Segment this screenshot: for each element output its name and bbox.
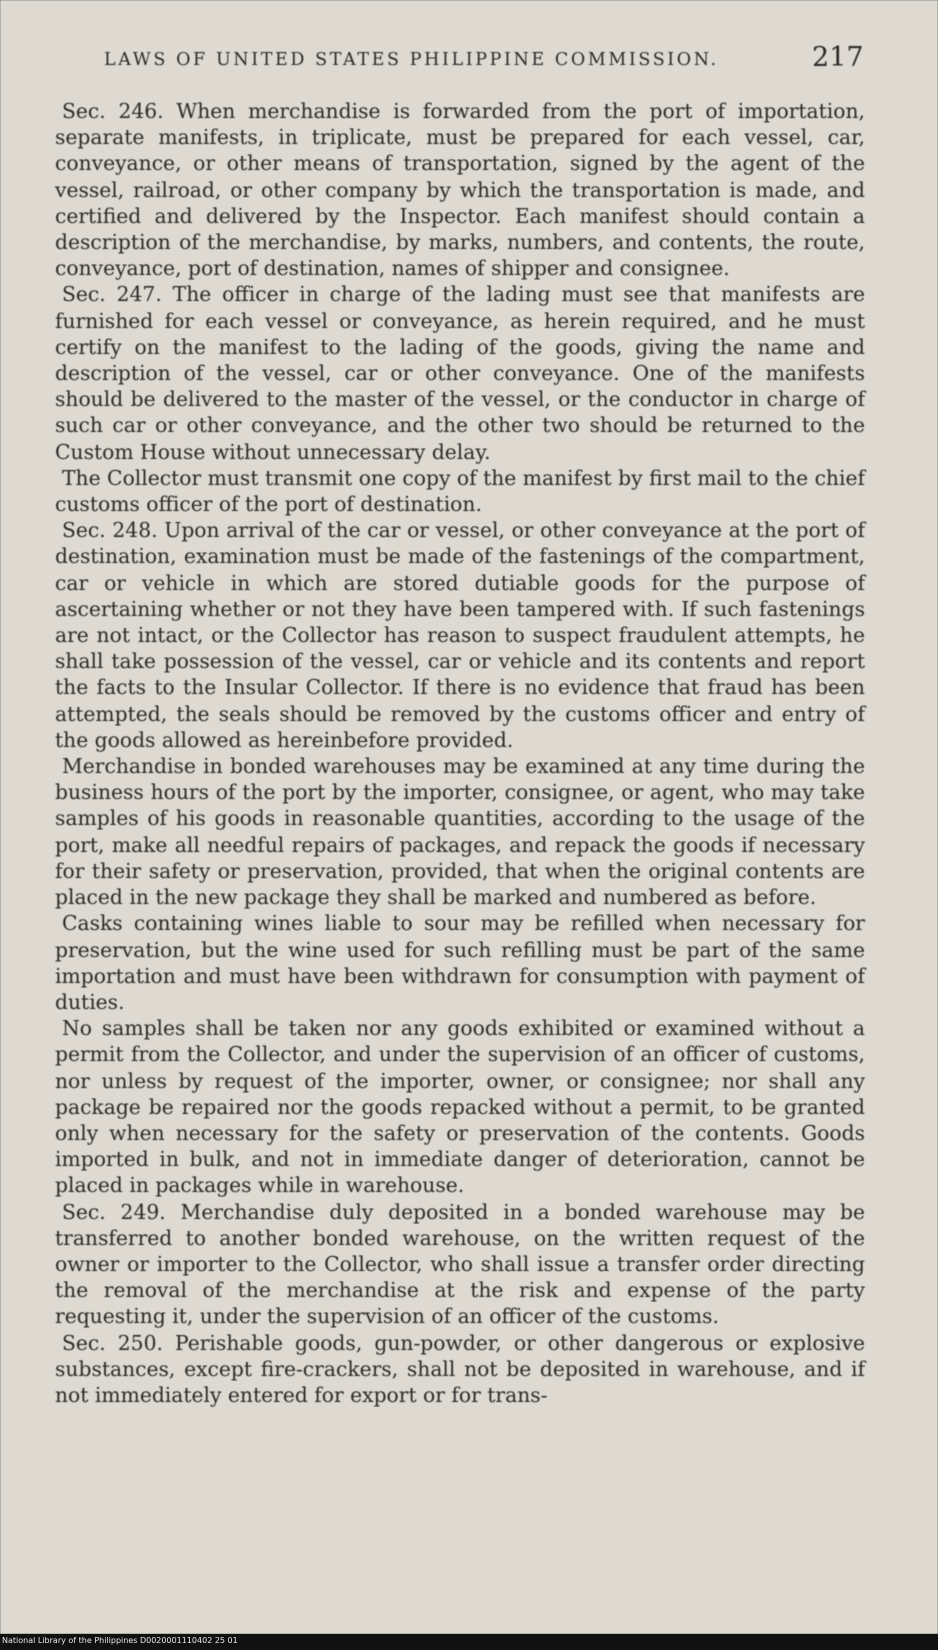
paragraph-collector-transmit: The Collector must transmit one copy of the manifest by first mail to the chief customs officer of the port of destination. <box>55 465 865 517</box>
paragraph-sec-246: Sec. 246. When merchandise is forwarded from the port of importation, separate manifests, in triplicate, must be prepared for each vessel, car, conveyance, or other means of transportation, signed by the agent of the vessel, railroad, or other company by which the transportation is made, and certified and delivered by the Inspector. Each manifest should contain a description of the merchandise, by marks, numbers, and contents, the route, conveyance, port of destination, names of shipper and consignee. <box>55 99 865 281</box>
paragraph-bonded-examination: Merchandise in bonded warehouses may be examined at any time during the business hours of the port by the importer, consignee, or agent, who may take samples of his goods in reasonable quantities, according to the usage of the port, make all needful repairs of packages, and repack the goods if necessary for their safety or preservation, provided, that when the original contents are placed in the new package they shall be marked and numbered as before. <box>55 754 865 910</box>
paragraph-sec-250: Sec. 250. Perishable goods, gun-powder, or other dangerous or explosive substances, except fire-crackers, shall not be deposited in warehouse, and if not immediately entered for export or for trans- <box>55 1330 865 1407</box>
running-header <box>0 42 938 82</box>
scan-footer <box>0 1634 938 1650</box>
scan-credit: National Library of the Philippines D0020001110402 25 01 <box>2 1636 238 1645</box>
paragraph-sec-249: Sec. 249. Merchandise duly deposited in a bonded warehouse may be transferred to another bonded warehouse, on the written request of the owner or importer to the Collector, who shall issue a transfer order directing the removal of the merchandise at the risk and expense of the party requesting it, under the supervision of an officer of the customs. <box>55 1199 865 1329</box>
paragraph-samples: No samples shall be taken nor any goods exhibited or examined without a permit from the Collector, and under the supervision of an officer of customs, nor unless by request of the importer, owner, or consignee; nor shall any package be repaired nor the goods repacked without a permit, to be granted only when necessary for the safety or preservation of the contents. Goods imported in bulk, and not in immediate danger of deterioration, cannot be placed in packages while in warehouse. <box>55 1016 865 1198</box>
paragraph-casks: Casks containing wines liable to sour may be refilled when necessary for preservation, but the wine used for such refilling must be part of the same importation and must have been withdrawn for consumption with payment of duties. <box>55 911 865 1014</box>
running-title: LAWS OF UNITED STATES PHILIPPINE COMMISSION. <box>104 50 719 70</box>
page-number: 217 <box>812 42 864 73</box>
paragraph-sec-247: Sec. 247. The officer in charge of the lading must see that manifests are furnished for each vessel or conveyance, as herein required, and he must certify on the manifest to the lading of the goods, giving the name and description of the vessel, car or other conveyance. One of the manifests should be delivered to the master of the vessel, or the conductor in charge of such car or other conveyance, and the other two should be returned to the Custom House without unnecessary delay. <box>55 282 865 464</box>
body-text <box>55 98 865 1408</box>
paragraph-sec-248: Sec. 248. Upon arrival of the car or vessel, or other conveyance at the port of destination, examination must be made of the fastenings of the compartment, car or vehicle in which are stored dutiable goods for the purpose of ascertaining whether or not they have been tampered with. If such fastenings are not intact, or the Collector has reason to suspect fraudulent attempts, he shall take possession of the vessel, car or vehicle and its contents and report the facts to the Insular Collector. If there is no evidence that fraud has been attempted, the seals should be removed by the customs officer and entry of the goods allowed as hereinbefore provided. <box>55 518 865 752</box>
